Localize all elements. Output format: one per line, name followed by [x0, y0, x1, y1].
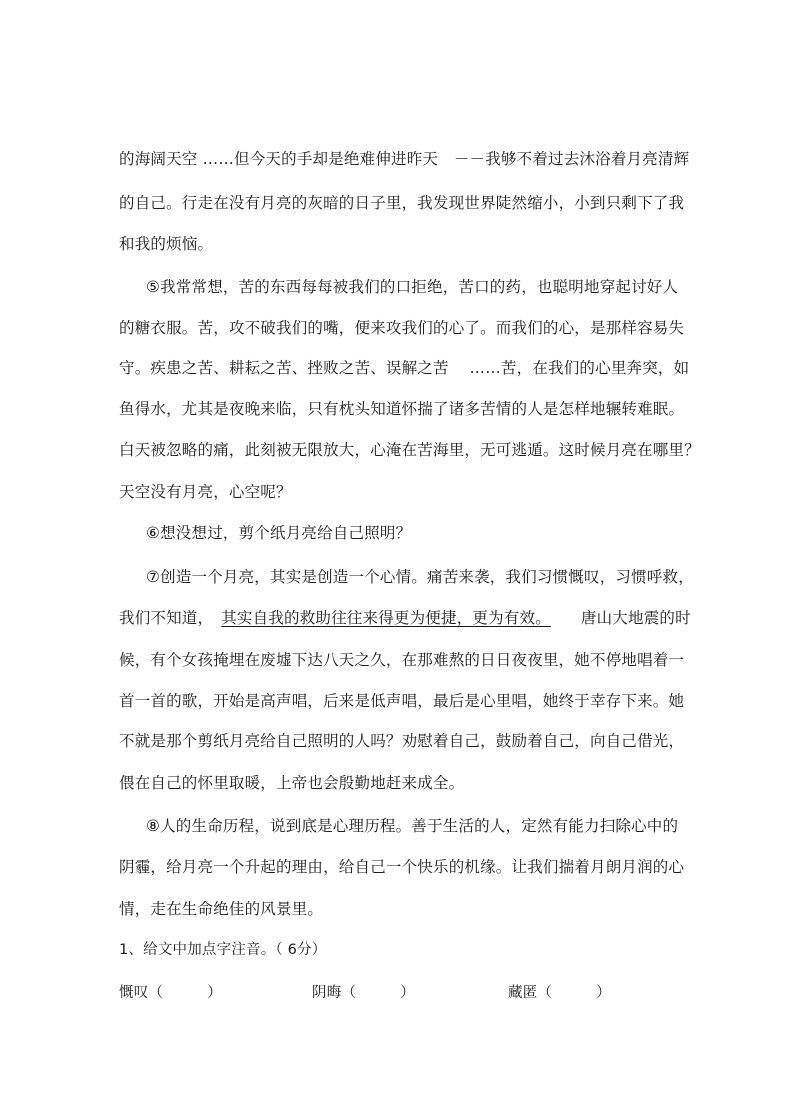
text-line: 阴霾，给月亮一个升起的理由，给自己一个快乐的机缘。让我们揣着月朗月润的心	[119, 858, 685, 876]
underlined-sentence: 其实自我的救助往往来得更为便捷，更为有效。	[221, 609, 551, 627]
text-line: 偎在自己的怀里取暖，上帝也会殷勤地赶来成全。	[119, 774, 465, 792]
paragraph-6: ⑥想没想过，剪个纸月亮给自己照明？	[146, 524, 412, 542]
text-line-underlined	[119, 608, 691, 628]
answer-yinhui: 阴晦（ ）	[312, 985, 415, 1001]
text-line: 鱼得水，尤其是夜晚来临，只有枕头知道怀揣了诸多苦情的人是怎样地辗转难眠。	[119, 400, 685, 418]
text-line: 情，走在生命绝佳的风景里。	[119, 900, 324, 918]
paragraph-5-start: ⑤我常常想，苦的东西每每被我们的口拒绝，苦口的药，也聪明地穿起讨好人	[146, 278, 679, 296]
text-line: 候，有个女孩掩埋在废墟下达八天之久，在那难熬的日日夜夜里，她不停地唱着一	[119, 651, 685, 669]
text-line: 的糖衣服。苦，攻不破我们的嘴，便来攻我们的心了。而我们的心，是那样容易失	[119, 319, 685, 337]
paragraph-7-start: ⑦创造一个月亮，其实是创造一个心情。痛苦来袭，我们习惯慨叹，习惯呼救，	[146, 568, 694, 586]
answer-kaitan: 慨叹（ ）	[119, 985, 222, 1001]
paragraph-8-start: ⑧人的生命历程，说到底是心理历程。善于生活的人，定然有能力扫除心中的	[146, 817, 679, 835]
question-1: 1、给文中加点字注音。（ 6分）	[119, 942, 327, 958]
text-line: 和我的烦恼。	[119, 235, 214, 253]
text-line: 天空没有月亮，心空呢？	[119, 483, 292, 501]
answer-cangni: 藏匿（ ）	[508, 985, 611, 1001]
text-line: 白天被忽略的痛，此刻被无限放大，心淹在苦海里，无可逃遁。这时候月亮在哪里？	[119, 441, 700, 459]
text-line: 守。疾患之苦、耕耘之苦、挫败之苦、误解之苦 ……苦，在我们的心里奔突，如	[119, 359, 690, 377]
line-before-underline: 我们不知道，	[119, 609, 214, 627]
line-after-underline: 唐山大地震的时	[580, 609, 691, 627]
text-line: 的海阔天空 ……但今天的手却是绝难伸进昨天 －－我够不着过去沐浴着月亮清辉	[119, 150, 690, 168]
text-line: 的自己。行走在没有月亮的灰暗的日子里，我发现世界陡然缩小，小到只剩下了我	[119, 194, 685, 212]
text-line: 首一首的歌，开始是高声唱，后来是低声唱，最后是心里唱，她终于幸存下来。她	[119, 692, 685, 710]
text-line: 不就是那个剪纸月亮给自己照明的人吗？劝慰着自己，鼓励着自己，向自己借光，	[119, 732, 685, 750]
